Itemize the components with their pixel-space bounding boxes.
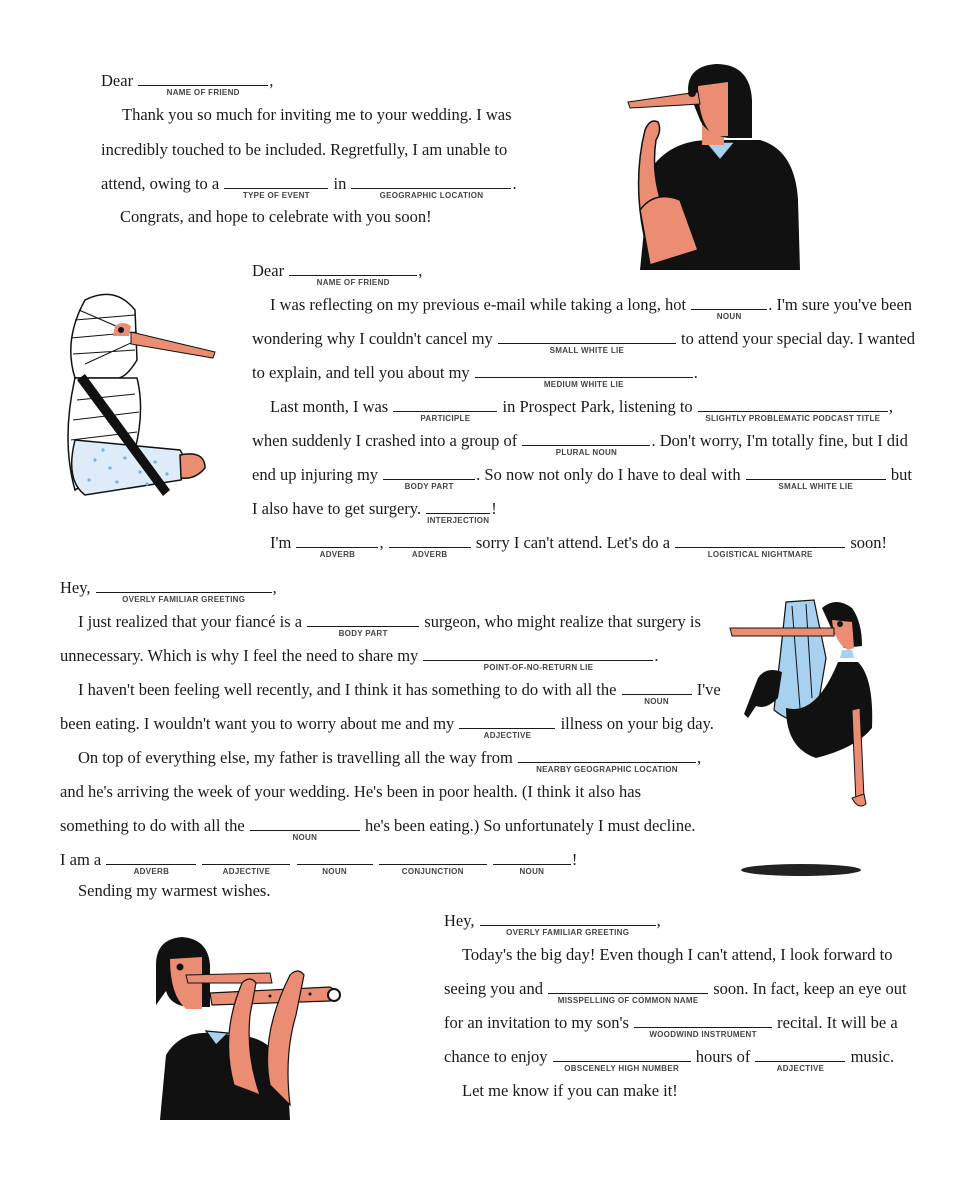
fill-in-blank[interactable]	[379, 849, 487, 876]
letter-line	[252, 464, 912, 491]
fill-in-blank[interactable]	[426, 498, 490, 525]
fill-in-blank[interactable]	[296, 532, 378, 559]
blank-label: BODY PART	[404, 482, 454, 491]
letter-line	[252, 498, 497, 525]
fill-in-blank[interactable]	[307, 611, 419, 638]
blank-label: NOUN	[519, 867, 545, 876]
letter-text: soon!	[850, 533, 887, 552]
letter-line	[101, 70, 274, 97]
letter-text: but	[890, 465, 912, 484]
fill-in-blank[interactable]	[675, 532, 845, 559]
letter-text: soon. In fact, keep an eye out	[713, 979, 907, 998]
letter-text: I was reflecting on my previous e-mail while taking a long, hot	[270, 295, 687, 314]
letter-text: end up injuring my	[252, 465, 379, 484]
letter-line	[78, 611, 701, 638]
fill-in-blank[interactable]	[498, 328, 676, 355]
blank-label: ADVERB	[133, 867, 170, 876]
letter-line	[444, 978, 907, 1005]
letter-text: music.	[850, 1047, 895, 1066]
fill-in-blank[interactable]	[393, 396, 497, 423]
recorder-player-illustration	[150, 935, 350, 1120]
letter-line: Thank you so much for inviting me to your wedding. I was	[122, 105, 512, 124]
letter-line	[270, 532, 887, 559]
blank-label: MEDIUM WHITE LIE	[543, 380, 624, 389]
blank-label: OVERLY FAMILIAR GREETING	[122, 595, 246, 604]
blank-label: ADJECTIVE	[483, 731, 532, 740]
letter-text: ,	[696, 748, 702, 767]
fill-in-blank[interactable]	[480, 910, 656, 937]
letter-text: in Prospect Park, listening to	[502, 397, 693, 416]
letter-line	[252, 260, 423, 287]
blank-label: NEARBY GEOGRAPHIC LOCATION	[536, 765, 678, 774]
blank-label: MISSPELLING OF COMMON NAME	[557, 996, 699, 1005]
letter-line	[444, 910, 661, 937]
fill-in-blank[interactable]	[746, 464, 886, 491]
letter-line	[60, 645, 659, 672]
fill-in-blank[interactable]	[622, 679, 692, 706]
blank-label: ADJECTIVE	[222, 867, 271, 876]
fill-in-blank[interactable]	[459, 713, 555, 740]
letter-line	[78, 679, 721, 706]
fill-in-blank[interactable]	[106, 849, 196, 876]
fill-in-blank[interactable]	[202, 849, 290, 876]
letter-text: . Don't worry, I'm totally fine, but I did	[651, 431, 908, 450]
blank-label: ADVERB	[411, 550, 448, 559]
letter-text: . So now not only do I have to deal with	[476, 465, 741, 484]
blank-label: PARTICIPLE	[420, 414, 471, 423]
blank-label: BODY PART	[338, 629, 388, 638]
letter-text: !	[491, 499, 497, 518]
letter-text: I've	[696, 680, 721, 699]
letter-line	[444, 1012, 898, 1039]
blank-label: NAME OF FRIEND	[316, 278, 390, 287]
blank-label: SMALL WHITE LIE	[778, 482, 853, 491]
blank-label: NAME OF FRIEND	[166, 88, 240, 97]
letter-text: to explain, and tell you about my	[252, 363, 470, 382]
letter-text: ,	[418, 261, 423, 280]
letter-line	[252, 362, 698, 389]
letter-text: when suddenly I crashed into a group of	[252, 431, 518, 450]
letter-text: I also have to get surgery.	[252, 499, 422, 518]
fill-in-blank[interactable]	[138, 70, 268, 97]
letter-text: .	[512, 174, 517, 193]
blank-label: SMALL WHITE LIE	[549, 346, 625, 355]
blank-label: PLURAL NOUN	[555, 448, 618, 457]
letter-text: ,	[269, 71, 274, 90]
blank-label: NOUN	[322, 867, 347, 876]
blank-label: NOUN	[292, 833, 318, 842]
blank-label: CONJUNCTION	[401, 867, 464, 876]
letter-line	[60, 849, 578, 876]
letter-text: Hey,	[444, 911, 475, 930]
blank-label: POINT-OF-NO-RETURN LIE	[483, 663, 594, 672]
fill-in-blank[interactable]	[522, 430, 650, 457]
blank-label: GEOGRAPHIC LOCATION	[379, 191, 484, 200]
fill-in-blank[interactable]	[475, 362, 693, 389]
blank-label: OVERLY FAMILIAR GREETING	[506, 928, 630, 937]
letter-line	[270, 396, 893, 423]
letter-line	[78, 747, 702, 774]
letter-line: and he's arriving the week of your wedding. He's been in poor health. (I think it also has	[60, 782, 642, 801]
fill-in-blank[interactable]	[548, 978, 708, 1005]
letter-line	[101, 173, 517, 200]
letter-text: wondering why I couldn't cancel my	[252, 329, 493, 348]
letter-line	[60, 577, 277, 604]
letter-text: Dear	[101, 71, 134, 90]
letter-text: unnecessary. Which is why I feel the need to share my	[60, 646, 419, 665]
fill-in-blank[interactable]	[351, 173, 511, 200]
fill-in-blank[interactable]	[691, 294, 767, 321]
letter-text: hours of	[695, 1047, 751, 1066]
letter-text: surgeon, who might realize that surgery is	[424, 612, 701, 631]
letter-text: illness on your big day.	[560, 714, 714, 733]
letter-text: recital. It will be a	[777, 1013, 898, 1032]
letter-line	[444, 1046, 895, 1073]
letter-text: ,	[272, 578, 277, 597]
fill-in-blank[interactable]	[423, 645, 653, 672]
blank-label: OBSCENELY HIGH NUMBER	[564, 1064, 680, 1073]
letter-text: attend, owing to a	[101, 174, 220, 193]
fill-in-blank[interactable]	[698, 396, 888, 423]
letter-text: something to do with all the	[60, 816, 245, 835]
letter-line	[270, 294, 913, 321]
fill-in-blank[interactable]	[493, 849, 571, 876]
letter-line: Congrats, and hope to celebrate with you soon!	[120, 207, 432, 226]
blank-label: ADJECTIVE	[776, 1064, 825, 1073]
fill-in-blank[interactable]	[389, 532, 471, 559]
letter-line: Today's the big day! Even though I can't attend, I look forward to	[462, 945, 893, 964]
blank-label: INTERJECTION	[427, 516, 490, 525]
fill-in-blank[interactable]	[755, 1046, 845, 1073]
letter-text: Dear	[252, 261, 285, 280]
letter-text: in	[333, 174, 347, 193]
letter-text: I am a	[60, 850, 102, 869]
letter-text: On top of everything else, my father is travelling all the way from	[78, 748, 513, 767]
letter-text: been eating. I wouldn't want you to worry about me and my	[60, 714, 455, 733]
letter-text: he's been eating.) So unfortunately I must decline.	[364, 816, 696, 835]
fill-in-blank[interactable]	[224, 173, 328, 200]
blank-label: SLIGHTLY PROBLEMATIC PODCAST TITLE	[705, 414, 881, 423]
blank-label: ADVERB	[319, 550, 356, 559]
letter-text: ,	[379, 533, 384, 552]
fill-in-blank[interactable]	[297, 849, 373, 876]
letter-text: to attend your special day. I wanted	[681, 329, 916, 348]
blank-label: LOGISTICAL NIGHTMARE	[707, 550, 813, 559]
letter-text: Hey,	[60, 578, 91, 597]
letter-text: !	[571, 850, 578, 869]
letter-line: Sending my warmest wishes.	[78, 881, 271, 900]
letter-text: seeing you and	[444, 979, 543, 998]
letter-text: ,	[656, 911, 661, 930]
letter-line: incredibly touched to be included. Regretfully, I am unable to	[101, 140, 508, 159]
letter-text: . I'm sure you've been	[768, 295, 913, 314]
letter-line: Let me know if you can make it!	[462, 1081, 678, 1100]
bandaged-person-illustration	[55, 290, 225, 520]
person-long-nose-illustration	[610, 60, 810, 270]
letter-text: .	[654, 646, 659, 665]
letter-text: .	[693, 363, 698, 382]
letter-text: for an invitation to my son's	[444, 1013, 629, 1032]
fill-in-blank[interactable]	[250, 815, 360, 842]
fill-in-blank[interactable]	[96, 577, 272, 604]
letter-text: chance to enjoy	[444, 1047, 548, 1066]
letter-line	[252, 430, 908, 457]
blank-label: TYPE OF EVENT	[242, 191, 310, 200]
fill-in-blank[interactable]	[383, 464, 475, 491]
letter-text: sorry I can't attend. Let's do a	[475, 533, 671, 552]
letter-text: I haven't been feeling well recently, and I think it has something to do with all the	[78, 680, 617, 699]
letter-text: Last month, I was	[270, 397, 389, 416]
letter-line	[60, 815, 696, 842]
letter-text: ,	[888, 397, 893, 416]
letter-text: I'm	[270, 533, 292, 552]
fill-in-blank[interactable]	[289, 260, 417, 287]
blank-label: NOUN	[644, 697, 669, 706]
blank-label: NOUN	[716, 312, 742, 321]
letter-text: I just realized that your fiancé is a	[78, 612, 303, 631]
fill-in-blank[interactable]	[553, 1046, 691, 1073]
hanging-person-illustration	[726, 598, 876, 883]
letter-line	[252, 328, 916, 355]
fill-in-blank[interactable]	[518, 747, 696, 774]
blank-label: WOODWIND INSTRUMENT	[649, 1030, 757, 1039]
fill-in-blank[interactable]	[634, 1012, 772, 1039]
letter-line	[60, 713, 714, 740]
